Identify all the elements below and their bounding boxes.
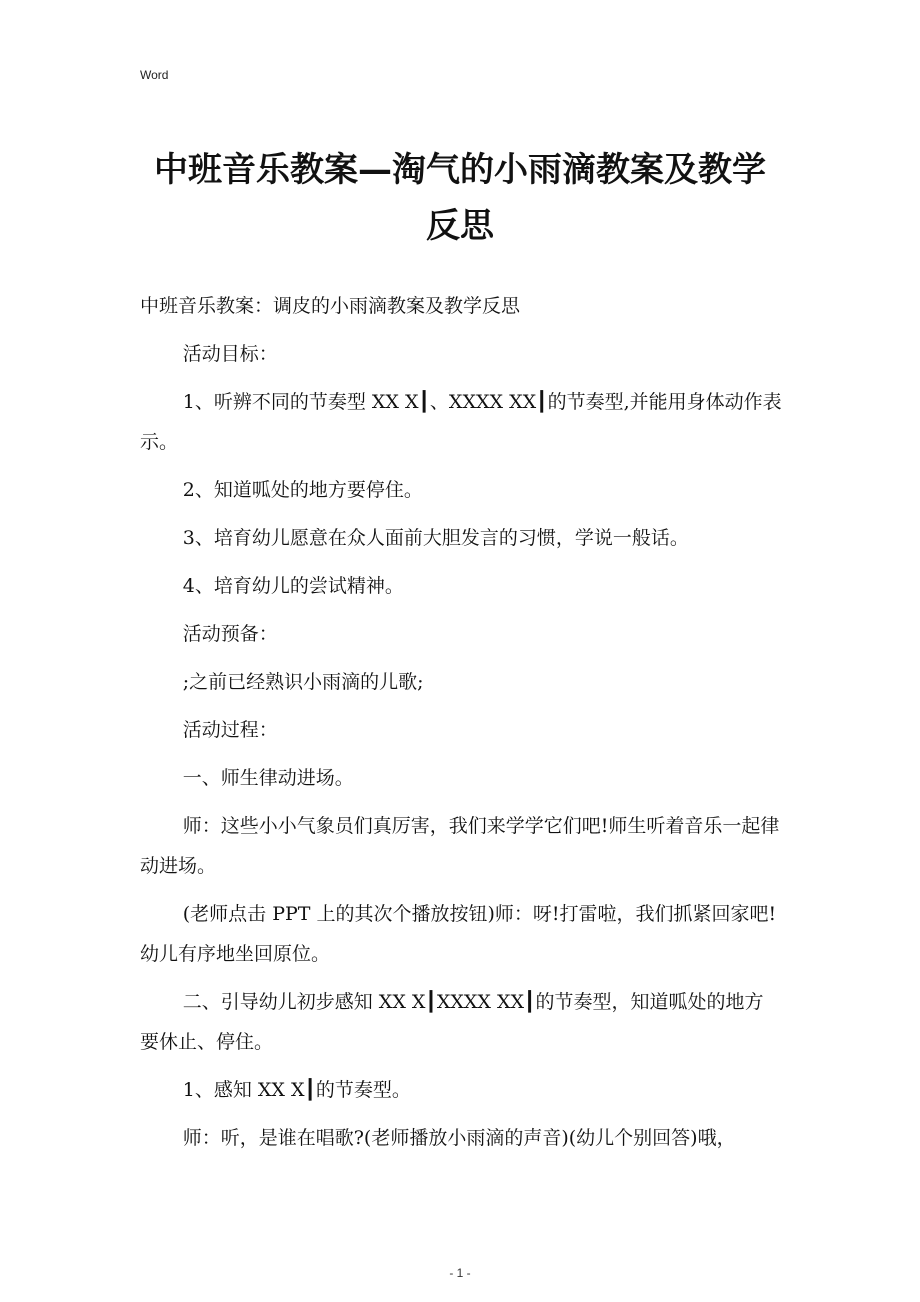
paragraph: 1、听辨不同的节奏型 XX X┃、XXXX XX┃的节奏型,并能用身体动作表示。 [140, 391, 782, 453]
document-title: 中班音乐教案—淘气的小雨滴教案及教学反思 [154, 150, 766, 246]
paragraph: 活动过程： [182, 719, 278, 741]
paragraph-subtitle: 中班音乐教案：调皮的小雨滴教案及教学反思 [140, 295, 521, 317]
paragraph: 二、引导幼儿初步感知 XX X┃XXXX XX┃的节奏型，知道呱处的地方要休止、停住。 [140, 991, 764, 1053]
paragraph: ;之前已经熟识小雨滴的儿歌; [182, 671, 424, 693]
paragraph: 4、培育幼儿的尝试精神。 [182, 575, 404, 597]
page-number: - 1 - [449, 1266, 471, 1280]
paragraph: 一、师生律动进场。 [182, 767, 354, 789]
paragraph: 活动预备： [182, 623, 278, 645]
paragraph: 活动目标： [182, 343, 278, 365]
paragraph: 1、感知 XX X┃的节奏型。 [182, 1079, 411, 1101]
paragraph: 2、知道呱处的地方要停住。 [182, 479, 423, 501]
app-label: Word [140, 68, 169, 82]
paragraph: 3、培育幼儿愿意在众人面前大胆发言的习惯，学说一般话。 [182, 527, 689, 549]
document-body [140, 286, 782, 1166]
paragraph: 师：这些小小气象员们真厉害，我们来学学它们吧!师生听着音乐一起律动进场。 [140, 815, 780, 877]
paragraph: 师：听，是谁在唱歌?(老师播放小雨滴的声音)(幼儿个别回答)哦， [182, 1127, 736, 1149]
paragraph: (老师点击 PPT 上的其次个播放按钮)师：呀!打雷啦，我们抓紧回家吧!幼儿有序地坐回原位。 [140, 903, 777, 965]
